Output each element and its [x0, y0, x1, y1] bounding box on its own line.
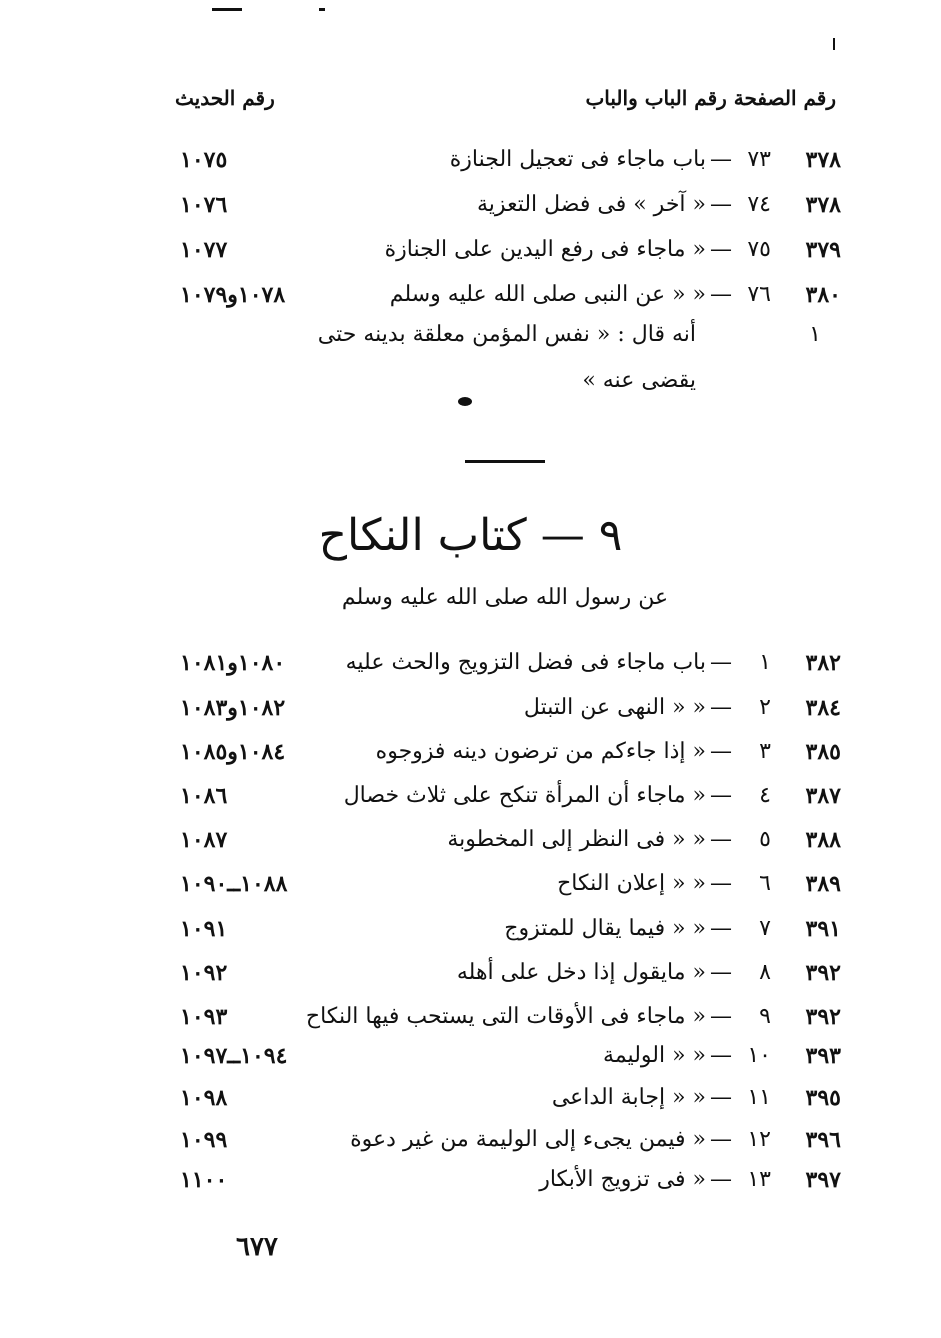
- chapter-title: « آخر » فى فضل التعزية: [477, 192, 706, 217]
- footnote-marker: ١: [809, 322, 821, 347]
- header-hadith-number-label: رقم الحديث: [175, 86, 275, 110]
- index-row: [0, 776, 941, 816]
- page-number: ٣٧٩: [805, 237, 841, 263]
- hadith-numbers: ١١٠٠: [180, 1167, 228, 1193]
- page-number: ٣٨٤: [805, 695, 841, 721]
- page-number: ٣٨٩: [805, 871, 841, 897]
- page-number-footer: ٦٧٧: [236, 1232, 278, 1262]
- chapter-number: ٩: [759, 1004, 771, 1029]
- chapter-title: « إذا جاءكم من ترضون دينه فزوجوه: [375, 739, 706, 764]
- dash: —: [710, 650, 732, 675]
- hadith-numbers: ١٠٨٦: [180, 783, 228, 809]
- page-number: ٣٨٧: [805, 783, 841, 809]
- index-row: [0, 140, 941, 180]
- index-row: [0, 997, 941, 1037]
- page-number: ٣٨٢: [805, 650, 841, 676]
- hadith-numbers: ١٠٩٣: [180, 1004, 228, 1030]
- dash: —: [710, 1167, 732, 1192]
- chapter-number: ٨: [759, 960, 771, 985]
- dash: —: [710, 282, 732, 307]
- chapter-number: ١: [759, 650, 771, 675]
- dash: —: [710, 1127, 732, 1152]
- scan-speck: [212, 8, 242, 11]
- header-page-chapter-label: رقم الصفحة رقم الباب والباب: [585, 86, 836, 110]
- index-row: [0, 1078, 941, 1118]
- page-number: ٣٩٢: [805, 960, 841, 986]
- chapter-title: « « فى النظر إلى المخطوبة: [447, 827, 706, 852]
- chapter-number: ١١: [747, 1085, 771, 1110]
- hadith-numbers: ١٠٩٨: [180, 1085, 228, 1111]
- ink-blot: [458, 397, 472, 406]
- index-row: [0, 185, 941, 225]
- dash: —: [710, 695, 732, 720]
- hadith-numbers: ١٠٩٤ــ١٠٩٧: [180, 1043, 288, 1069]
- chapter-number: ٣: [759, 739, 771, 764]
- dash: —: [710, 237, 732, 262]
- chapter-number: ٢: [759, 695, 771, 720]
- chapter-number: ٧٤: [747, 192, 771, 217]
- page-number: ٣٧٨: [805, 192, 841, 218]
- chapter-title: « « الوليمة: [603, 1043, 706, 1068]
- hadith-numbers: ١٠٨٤و١٠٨٥: [180, 739, 286, 765]
- chapter-number: ١٠: [747, 1043, 771, 1068]
- chapter-title: « « النهى عن التبتل: [523, 695, 706, 720]
- index-row: [0, 909, 941, 949]
- index-row: [0, 820, 941, 860]
- book-subtitle: عن رسول الله صلى الله عليه وسلم: [341, 585, 669, 610]
- chapter-number: ٥: [759, 827, 771, 852]
- chapter-title: « « إجابة الداعى: [551, 1085, 706, 1110]
- chapter-title: باب ماجاء فى فضل التزويج والحث عليه: [345, 650, 706, 675]
- hadith-numbers: ١٠٧٦: [180, 192, 228, 218]
- dash: —: [710, 827, 732, 852]
- page-number: ٣٩٧: [805, 1167, 841, 1193]
- hadith-numbers: ١٠٧٨و١٠٧٩: [180, 282, 286, 308]
- dash: —: [710, 739, 732, 764]
- dash: —: [710, 916, 732, 941]
- continuation-line-2: يقضى عنه »: [582, 368, 696, 393]
- chapter-title: « ماجاء أن المرأة تنكح على ثلاث خصال: [343, 783, 706, 808]
- page-number: ٣٩٥: [805, 1085, 841, 1111]
- page-number: ٣٩٣: [805, 1043, 841, 1069]
- book-title: ٩ — كتاب النكاح: [318, 510, 623, 561]
- dash: —: [710, 1004, 732, 1029]
- dash: —: [710, 192, 732, 217]
- dash: —: [710, 1043, 732, 1068]
- chapter-number: ٧: [759, 916, 771, 941]
- page-number: ٣٨٠: [805, 282, 841, 308]
- dash: —: [710, 1085, 732, 1110]
- index-row: [0, 1160, 941, 1200]
- section-divider: [465, 460, 545, 463]
- page-number: ٣٩٦: [805, 1127, 841, 1153]
- dash: —: [710, 871, 732, 896]
- scan-speck: [319, 8, 325, 11]
- index-row: [0, 864, 941, 904]
- chapter-number: ٧٣: [747, 147, 771, 172]
- hadith-numbers: ١٠٨٧: [180, 827, 228, 853]
- index-row: [0, 275, 941, 315]
- continuation-line-1: أنه قال : « نفس المؤمن معلقة بدينه حتى: [317, 322, 696, 347]
- chapter-title: « فيمن يجىء إلى الوليمة من غير دعوة: [350, 1127, 706, 1152]
- chapter-title: باب ماجاء فى تعجيل الجنازة: [449, 147, 706, 172]
- index-row: [0, 953, 941, 993]
- hadith-numbers: ١٠٧٧: [180, 237, 228, 263]
- index-row: [0, 1120, 941, 1160]
- index-row: [0, 230, 941, 270]
- index-row: [0, 688, 941, 728]
- chapter-number: ١٣: [747, 1167, 771, 1192]
- hadith-numbers: ١٠٨٠و١٠٨١: [180, 650, 286, 676]
- page-number: ٣٧٨: [805, 147, 841, 173]
- chapter-number: ٧٥: [747, 237, 771, 262]
- hadith-numbers: ١٠٩٢: [180, 960, 228, 986]
- chapter-title: « « عن النبى صلى الله عليه وسلم: [389, 282, 706, 307]
- page-number: ٣٩١: [805, 916, 841, 942]
- chapter-number: ٤: [759, 783, 771, 808]
- hadith-numbers: ١٠٩٩: [180, 1127, 228, 1153]
- hadith-numbers: ١٠٨٨ــ١٠٩٠: [180, 871, 288, 897]
- chapter-title: « « إعلان النكاح: [557, 871, 706, 896]
- hadith-numbers: ١٠٧٥: [180, 147, 228, 173]
- page-number: ٣٨٨: [805, 827, 841, 853]
- index-row: [0, 1036, 941, 1076]
- chapter-number: ٦: [759, 871, 771, 896]
- index-row: [0, 643, 941, 683]
- chapter-title: « « فيما يقال للمتزوج: [504, 916, 706, 941]
- index-row: [0, 732, 941, 772]
- chapter-title: « مايقول إذا دخل على أهله: [456, 960, 706, 985]
- dash: —: [710, 960, 732, 985]
- dash: —: [710, 147, 732, 172]
- chapter-title: « فى تزويج الأبكار: [539, 1167, 706, 1192]
- page-number: ٣٨٥: [805, 739, 841, 765]
- hadith-numbers: ١٠٩١: [180, 916, 228, 942]
- scan-speck: [833, 38, 835, 50]
- page-number: ٣٩٢: [805, 1004, 841, 1030]
- dash: —: [710, 783, 732, 808]
- chapter-title: « ماجاء فى رفع اليدين على الجنازة: [384, 237, 706, 262]
- hadith-numbers: ١٠٨٢و١٠٨٣: [180, 695, 286, 721]
- chapter-number: ١٢: [747, 1127, 771, 1152]
- chapter-title: « ماجاء فى الأوقات التى يستحب فيها النكاح: [305, 1004, 706, 1029]
- chapter-number: ٧٦: [747, 282, 771, 307]
